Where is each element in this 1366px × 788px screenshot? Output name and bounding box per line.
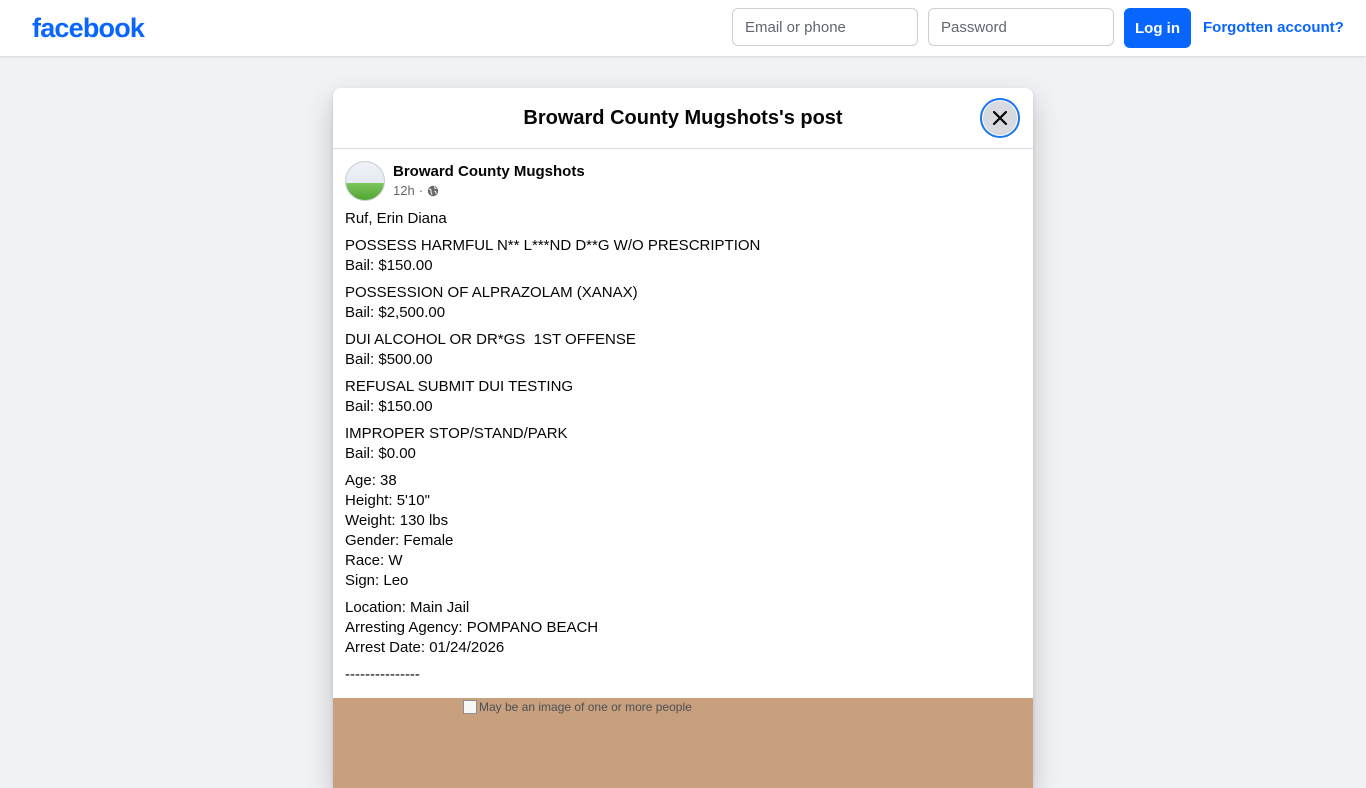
forgotten-account-link[interactable]: Forgotten account? bbox=[1203, 19, 1344, 36]
post-paragraph: DUI ALCOHOL OR DR*GS 1ST OFFENSE Bail: $500.00 bbox=[345, 331, 636, 368]
post-paragraph: Location: Main Jail Arresting Agency: POMPANO BEACH Arrest Date: 01/24/2026 bbox=[345, 599, 599, 656]
post-header bbox=[333, 149, 1033, 201]
page-avatar[interactable] bbox=[345, 161, 385, 201]
email-field[interactable] bbox=[732, 8, 918, 46]
post-photo[interactable] bbox=[333, 698, 1033, 788]
post-paragraph: POSSESS HARMFUL N** L***ND D**G W/O PRESCRIPTION Bail: $150.00 bbox=[345, 237, 761, 274]
post-paragraph: Ruf, Erin Diana bbox=[345, 210, 447, 227]
post-paragraph: POSSESSION OF ALPRAZOLAM (XANAX) Bail: $2,500.00 bbox=[345, 284, 638, 321]
password-field[interactable] bbox=[928, 8, 1114, 46]
close-button[interactable] bbox=[980, 98, 1020, 138]
modal-header bbox=[333, 88, 1033, 149]
post-paragraph: IMPROPER STOP/STAND/PARK Bail: $0.00 bbox=[345, 425, 568, 462]
post-meta bbox=[393, 183, 439, 199]
photo-alt-text bbox=[463, 700, 692, 714]
image-alt-label: May be an image of one or more people bbox=[479, 700, 692, 714]
post-timestamp[interactable]: 12h bbox=[393, 183, 415, 198]
page-name-link[interactable]: Broward County Mugshots bbox=[393, 163, 585, 180]
close-icon bbox=[990, 108, 1010, 128]
post-modal bbox=[333, 88, 1033, 788]
modal-title: Broward County Mugshots's post bbox=[523, 107, 843, 129]
broken-image-icon bbox=[463, 700, 477, 714]
post-paragraph: REFUSAL SUBMIT DUI TESTING Bail: $150.00 bbox=[345, 378, 574, 415]
globe-icon bbox=[427, 185, 439, 197]
post-text bbox=[333, 201, 1033, 685]
top-navigation-bar bbox=[0, 0, 1366, 56]
facebook-logo[interactable]: facebook bbox=[32, 13, 145, 43]
meta-separator: · bbox=[418, 183, 424, 198]
post-paragraph: --------------- bbox=[345, 666, 420, 683]
log-in-button[interactable]: Log in bbox=[1124, 8, 1191, 48]
post-paragraph: Age: 38 Height: 5'10" Weight: 130 lbs Gender: Female Race: W Sign: Leo bbox=[345, 472, 454, 589]
